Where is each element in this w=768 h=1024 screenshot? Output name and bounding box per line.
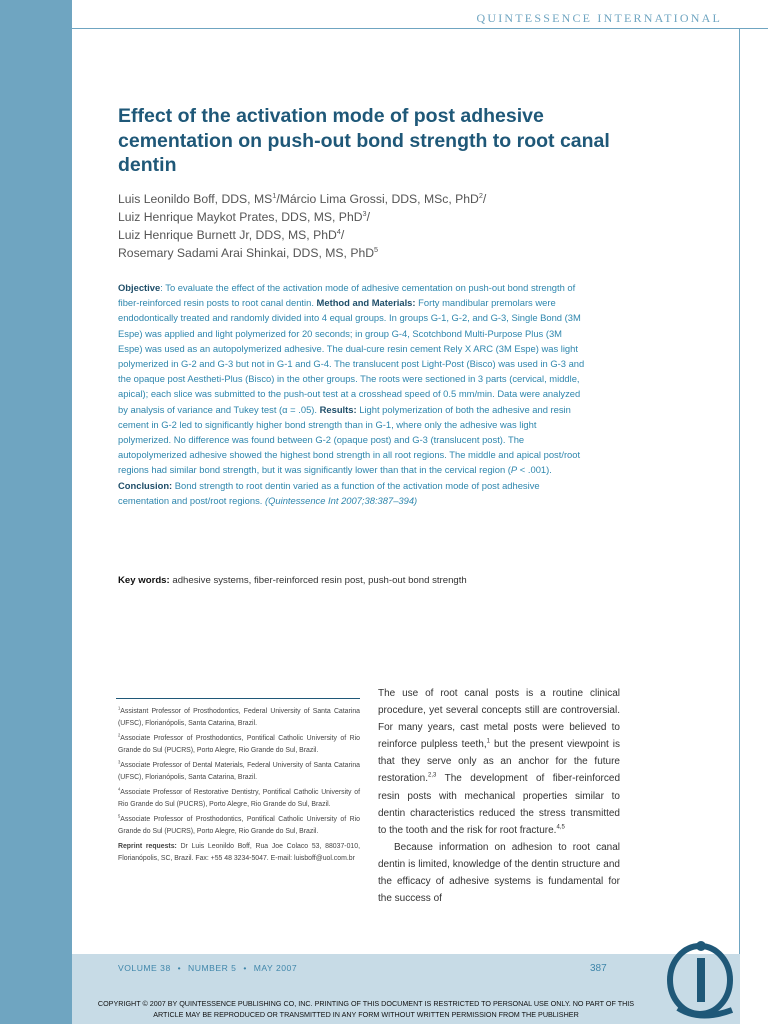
page-number: 387 — [590, 963, 607, 974]
keywords-label: Key words: — [118, 575, 170, 586]
objective-label: Objective — [118, 282, 161, 293]
keywords-text: adhesive systems, fiber-reinforced resin post, push-out bond strength — [172, 575, 467, 586]
author-line: Luiz Henrique Burnett Jr, DDS, MS, PhD$^4$/ — [118, 226, 345, 242]
footnote: $^4$Associate Professor of Restorative Dentistry, Pontifical Catholic University of Rio Grande do Sul (PUCRS), Porto Alegre, Rio Grande do Sul, Brazil. — [118, 786, 360, 808]
number: NUMBER 5 — [188, 963, 237, 973]
header-rule — [0, 28, 768, 29]
methods-label: Method and Materials: — [316, 297, 416, 309]
right-margin-rule — [739, 28, 740, 1024]
body-paragraph: The use of root canal posts is a routine clinical procedure, yet several concepts still are controversial. For many years, cast metal posts were believed to reinforce pulpless teeth,$^1$ but the present viewpoint is that they serve only as an anchor for the future restoration.$^{2,3}$ The development of fiber-reinforced resin posts with mechanical properties similar to dentin characteristics reduced the stress transmitted to the tooth and the risk for root fracture.$^{4,5}$ — [378, 688, 620, 836]
left-color-band — [0, 0, 72, 1024]
results-text: Light polymerization of both the adhesive and resin cement in G-2 led to significantly higher bond strength than in G-1, where only the adhesive was light polymerized. No difference was found between G-2 (opaque post) and G-3 (translucent post). The autopolymerized adhesive showed the highest bond strength in all root regions. The middle and apical post/root regions had similar bond strength, but it was significantly lower than that in the cervical region ( — [118, 403, 581, 476]
author-list — [118, 190, 638, 262]
bullet: • — [243, 963, 247, 973]
footnote: $^1$Assistant Professor of Prosthodontics, Federal University of Santa Catarina (UFSC), Florianópolis, Santa Catarina, Brazil. — [118, 705, 360, 727]
volume: VOLUME 38 — [118, 963, 171, 973]
copyright-notice: COPYRIGHT © 2007 BY QUINTESSENCE PUBLISHING CO, INC. PRINTING OF THIS DOCUMENT IS RESTRICTED TO PERSONAL USE ONLY. NO PART OF THIS ARTICLE MAY BE REPRODUCED OR TRANSMITTED IN ANY FORM WITHOUT WRITTEN PERMISSION FROM THE PUBLISHER — [97, 999, 635, 1019]
conclusion-text: Bond strength to root dentin varied as a function of the activation mode of post adhesive cementation and post/root regions. — [118, 479, 540, 506]
article-title: Effect of the activation mode of post adhesive cementation on push-out bond strength to root canal dentin — [118, 105, 610, 176]
results-label: Results: — [319, 403, 357, 415]
abstract: Objective: To evaluate the effect of the activation mode of adhesive cementation on push-out bond strength of fiber-reinforced resin posts to root canal dentin. Method and Materials: Forty mandibular premolars were endodontically treated and randomly divided into 4 equal groups. In groups G-1, G-2, and G-3, Single Bond (3M Espe) was applied and light polymerized for 20 seconds; in group G-4, Scotchbond Multi-Purpose Plus (3M Espe) was used as an autopolymerized adhesive. The dual-cure resin cement Rely X ARC (3M Espe) was light polymerized in G-2 and G-3 but not in G-1 and G-4. The translucent post Light-Post (Bisco) was used in G-3 and the opaque post Aestheti-Plus (Bisco) in the other groups. The roots were sectioned in 3 parts (cervical, middle, apical); each slice was submitted to the push-out test at a crosshead speed of 0.5 mm/min. Data were analyzed by analysis of variance and Tukey test (α = .05). Results: Light polymerization of both the adhesive and resin cement in G-2 led to significantly higher bond strength than in G-1, where only the adhesive was light polymerized. No difference was found between G-2 (opaque post) and G-3 (translucent post). The autopolymerized adhesive showed the highest bond strength in all root regions. The middle and apical post/root regions had similar bond strength, but it was significantly lower than that in the cervical region (P < .001). Conclusion: Bond strength to root dentin varied as a function of the activation mode of post adhesive cementation and post/root regions. (Quintessence Int 2007;38:387–394) — [118, 282, 585, 506]
author-line: Luiz Henrique Maykot Prates, DDS, MS, PhD$^3$/ — [118, 208, 370, 224]
footnote: $^3$Associate Professor of Dental Materials, Federal University of Santa Catarina (UFSC), Florianópolis, Santa Catarina, Brazil. — [118, 759, 360, 781]
conclusion-label: Conclusion: — [118, 479, 173, 491]
author-line: Rosemary Sadami Arai Shinkai, DDS, MS, PhD$^5$ — [118, 244, 379, 260]
citation: (Quintessence Int 2007;38:387–394) — [264, 494, 418, 506]
body-text-column — [378, 685, 620, 907]
footnote-rule — [116, 698, 360, 699]
footnote: $^5$Associate Professor of Prosthodontics, Pontifical Catholic University of Rio Grande do Sul (PUCRS), Porto Alegre, Rio Grande do Sul, Brazil. — [118, 813, 360, 835]
author-line: Luis Leonildo Boff, DDS, $MS^1$/Márcio Lima Grossi, DDS, MSc, PhD$^2$/ — [118, 190, 487, 206]
date: MAY 2007 — [253, 963, 298, 973]
journal-name: QUINTESSENCE INTERNATIONAL — [476, 11, 722, 25]
bullet: • — [177, 963, 182, 973]
reprint-requests: Reprint requests: Dr Luis Leonildo Boff, Rua Joe Colaco 53, 88037-010, Florianópolis, SC, Brazil. Fax: +55 48 3234-5047. E-mail: luisboff@uol.com.br — [118, 843, 360, 862]
affiliation-footnotes — [118, 706, 360, 868]
footnote: $^2$Associate Professor of Prosthodontics, Pontifical Catholic University of Rio Grande do Sul (PUCRS), Porto Alegre, Rio Grande do Sul, Brazil. — [118, 732, 360, 754]
keywords — [118, 575, 678, 586]
issue-info — [118, 963, 301, 973]
body-paragraph: Because information on adhesion to root canal dentin is limited, knowledge of the dentin structure and the efficacy of adhesive systems is fundamental for the success of — [378, 841, 620, 905]
objective-text: : To evaluate the effect of the activation mode of adhesive cementation on push-out bond strength of fiber-reinforced resin posts to root canal dentin. — [118, 282, 576, 309]
methods-text: Forty mandibular premolars were endodontically treated and randomly divided into 4 equal groups. In groups G-1, G-2, and G-3, Single Bond (3M Espe) was applied and light polymerized for 20 seconds; in group G-4, Scotchbond Multi-Purpose Plus (3M Espe) was used as an autopolymerized adhesive. The dual-cure resin cement Rely X ARC (3M Espe) was light polymerized in G-2 and G-3 but not in G-1 and G-4. The translucent post Light-Post (Bisco) was used in G-3 and the opaque post Aestheti-Plus (Bisco) in the other groups. The roots were sectioned in 3 parts (cervical, middle, apical); each slice was submitted to the push-out test at a crosshead speed of 0.5 mm/min. Data were analyzed by analysis of variance and Tukey test (α = .05). — [118, 297, 585, 415]
